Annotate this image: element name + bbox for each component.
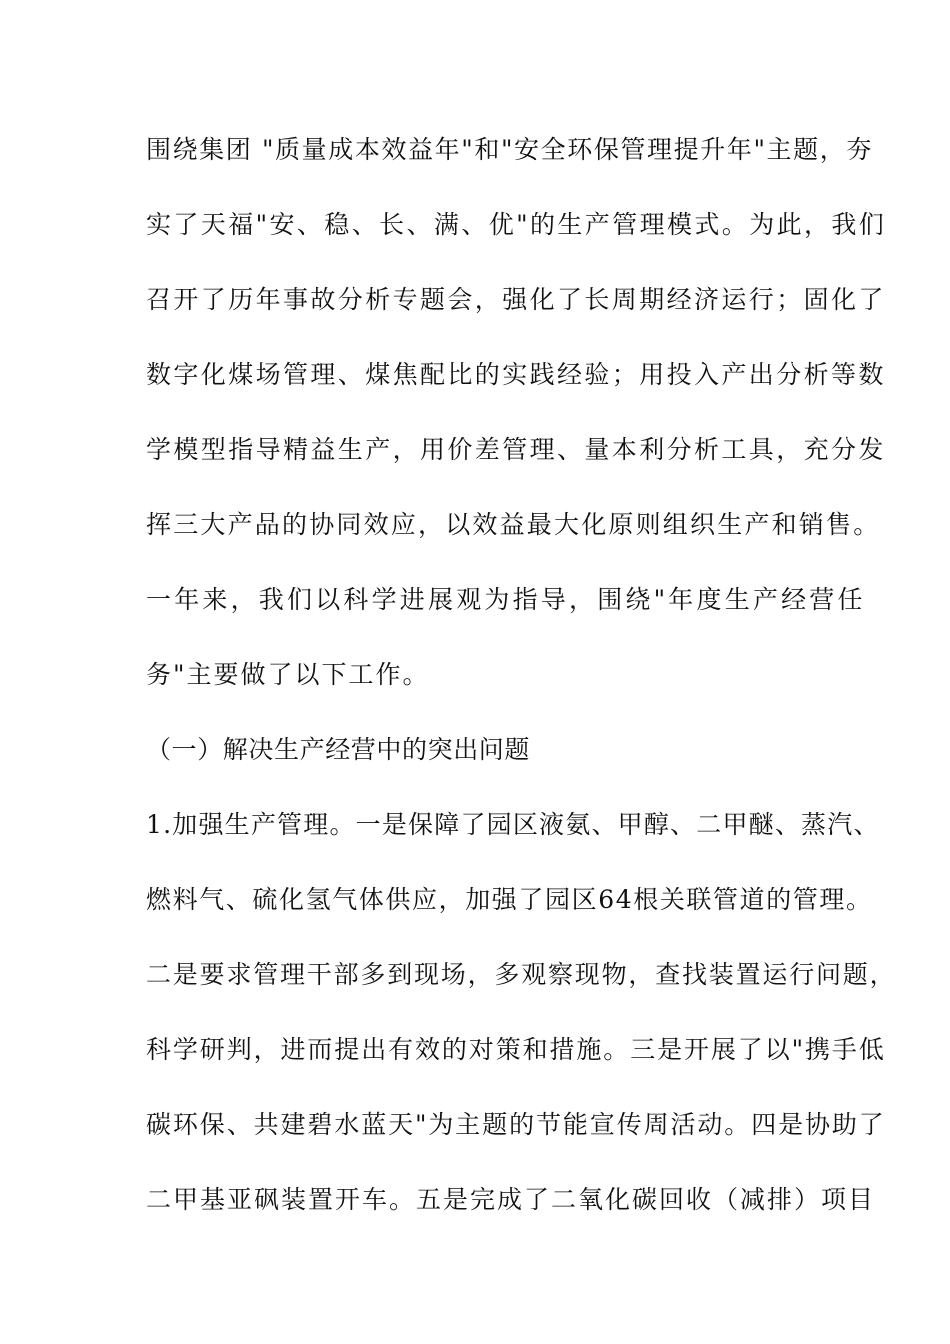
paragraph-line: 学模型指导精益生产，用价差管理、量本利分析工具，充分发 (146, 435, 886, 464)
paragraph-line: 务"主要做了以下工作。 (146, 660, 430, 689)
paragraph-line: 燃料气、硫化氢气体供应，加强了园区64根关联管道的管理。 (146, 885, 873, 914)
paragraph-line: 围绕集团 "质量成本效益年"和"安全环保管理提升年"主题，夯 (146, 135, 873, 164)
section-heading: （一）解决生产经营中的突出问题 (146, 735, 531, 764)
paragraph-line: 实了天福"安、稳、长、满、优"的生产管理模式。为此，我们 (146, 210, 887, 239)
paragraph-line: 碳环保、共建碧水蓝天"为主题的节能宣传周活动。四是协助了 (146, 1110, 886, 1139)
paragraph-line: 二甲基亚砜装置开车。五是完成了二氧化碳回收（减排）项目 (146, 1185, 876, 1214)
paragraph-line: 科学研判，进而提出有效的对策和措施。三是开展了以"携手低 (146, 1035, 886, 1064)
paragraph-line: 挥三大产品的协同效应，以效益最大化原则组织生产和销售。 (146, 510, 881, 539)
paragraph-line: 数字化煤场管理、煤焦配比的实践经验；用投入产出分析等数 (146, 360, 886, 389)
paragraph-line: 二是要求管理干部多到现场，多观察现物，查找装置运行问题， (146, 960, 897, 989)
paragraph-line: 1.加强生产管理。一是保障了园区液氨、甲醇、二甲醚、蒸汽、 (146, 810, 880, 839)
paragraph-line: 一年来，我们以科学进展观为指导，围绕"年度生产经营任 (146, 585, 866, 614)
paragraph-line: 召开了历年事故分析专题会，强化了长周期经济运行；固化了 (146, 285, 886, 314)
